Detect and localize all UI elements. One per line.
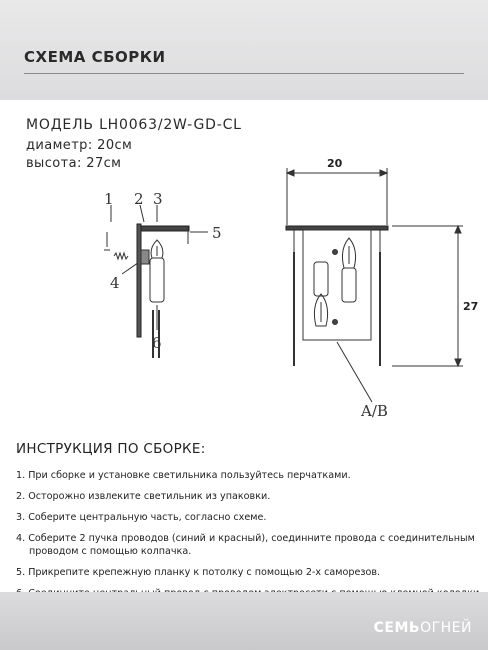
part-label-4: 4 [110, 274, 120, 292]
instructions-list [16, 470, 482, 609]
part-label-1: 1 [104, 190, 114, 208]
instruction-step-1: 1. При сборке и установке светильника пользуйтесь перчатками. [16, 470, 351, 481]
part-label-3: 3 [153, 190, 163, 208]
socket-body [150, 258, 164, 302]
instruction-step-3: 3. Соберите центральную часть, согласно схеме. [16, 512, 267, 523]
model-name: МОДЕЛЬ LH0063/2W-GD-CL [26, 117, 242, 133]
instruction-step-2: 2. Осторожно извлеките светильник из упаковки. [16, 491, 271, 502]
bracket [141, 250, 149, 264]
height-spec: высота: 27см [26, 156, 122, 171]
diameter-spec: диаметр: 20см [26, 138, 133, 153]
brand-logo [374, 620, 472, 636]
top-bar [141, 226, 189, 231]
front-socket-left [314, 262, 328, 296]
spring-part [114, 253, 128, 259]
front-view [286, 168, 463, 402]
wall-plate [137, 224, 141, 337]
width-dimension: 20 [327, 157, 343, 170]
view-label: A/B [361, 402, 388, 420]
part-label-6: 6 [152, 334, 162, 352]
brand-logo-bold: СЕМЬ [373, 620, 421, 636]
instruction-step-4: 4. Соберите 2 пучка проводов (синий и красный), соединните провода с соединительным проводом с помощью колпачка. [16, 533, 482, 557]
part-label-2: 2 [134, 190, 144, 208]
height-dimension: 27 [463, 300, 479, 313]
instruction-step-4-continued: проводом с помощью колпачка. [29, 546, 192, 557]
instruction-step-5: 5. Прикрепите крепежную планку к потолку с помощью 2-х саморезов. [16, 567, 381, 578]
view-leader-line [337, 342, 372, 402]
front-top-bar [286, 226, 388, 230]
instructions-title: ИНСТРУКЦИЯ ПО СБОРКЕ: [16, 441, 206, 457]
page-title: СХЕМА СБОРКИ [24, 48, 166, 66]
front-socket-right [342, 268, 356, 302]
part-label-5: 5 [212, 224, 222, 242]
brand-logo-light: ОГНЕЙ [420, 620, 472, 636]
